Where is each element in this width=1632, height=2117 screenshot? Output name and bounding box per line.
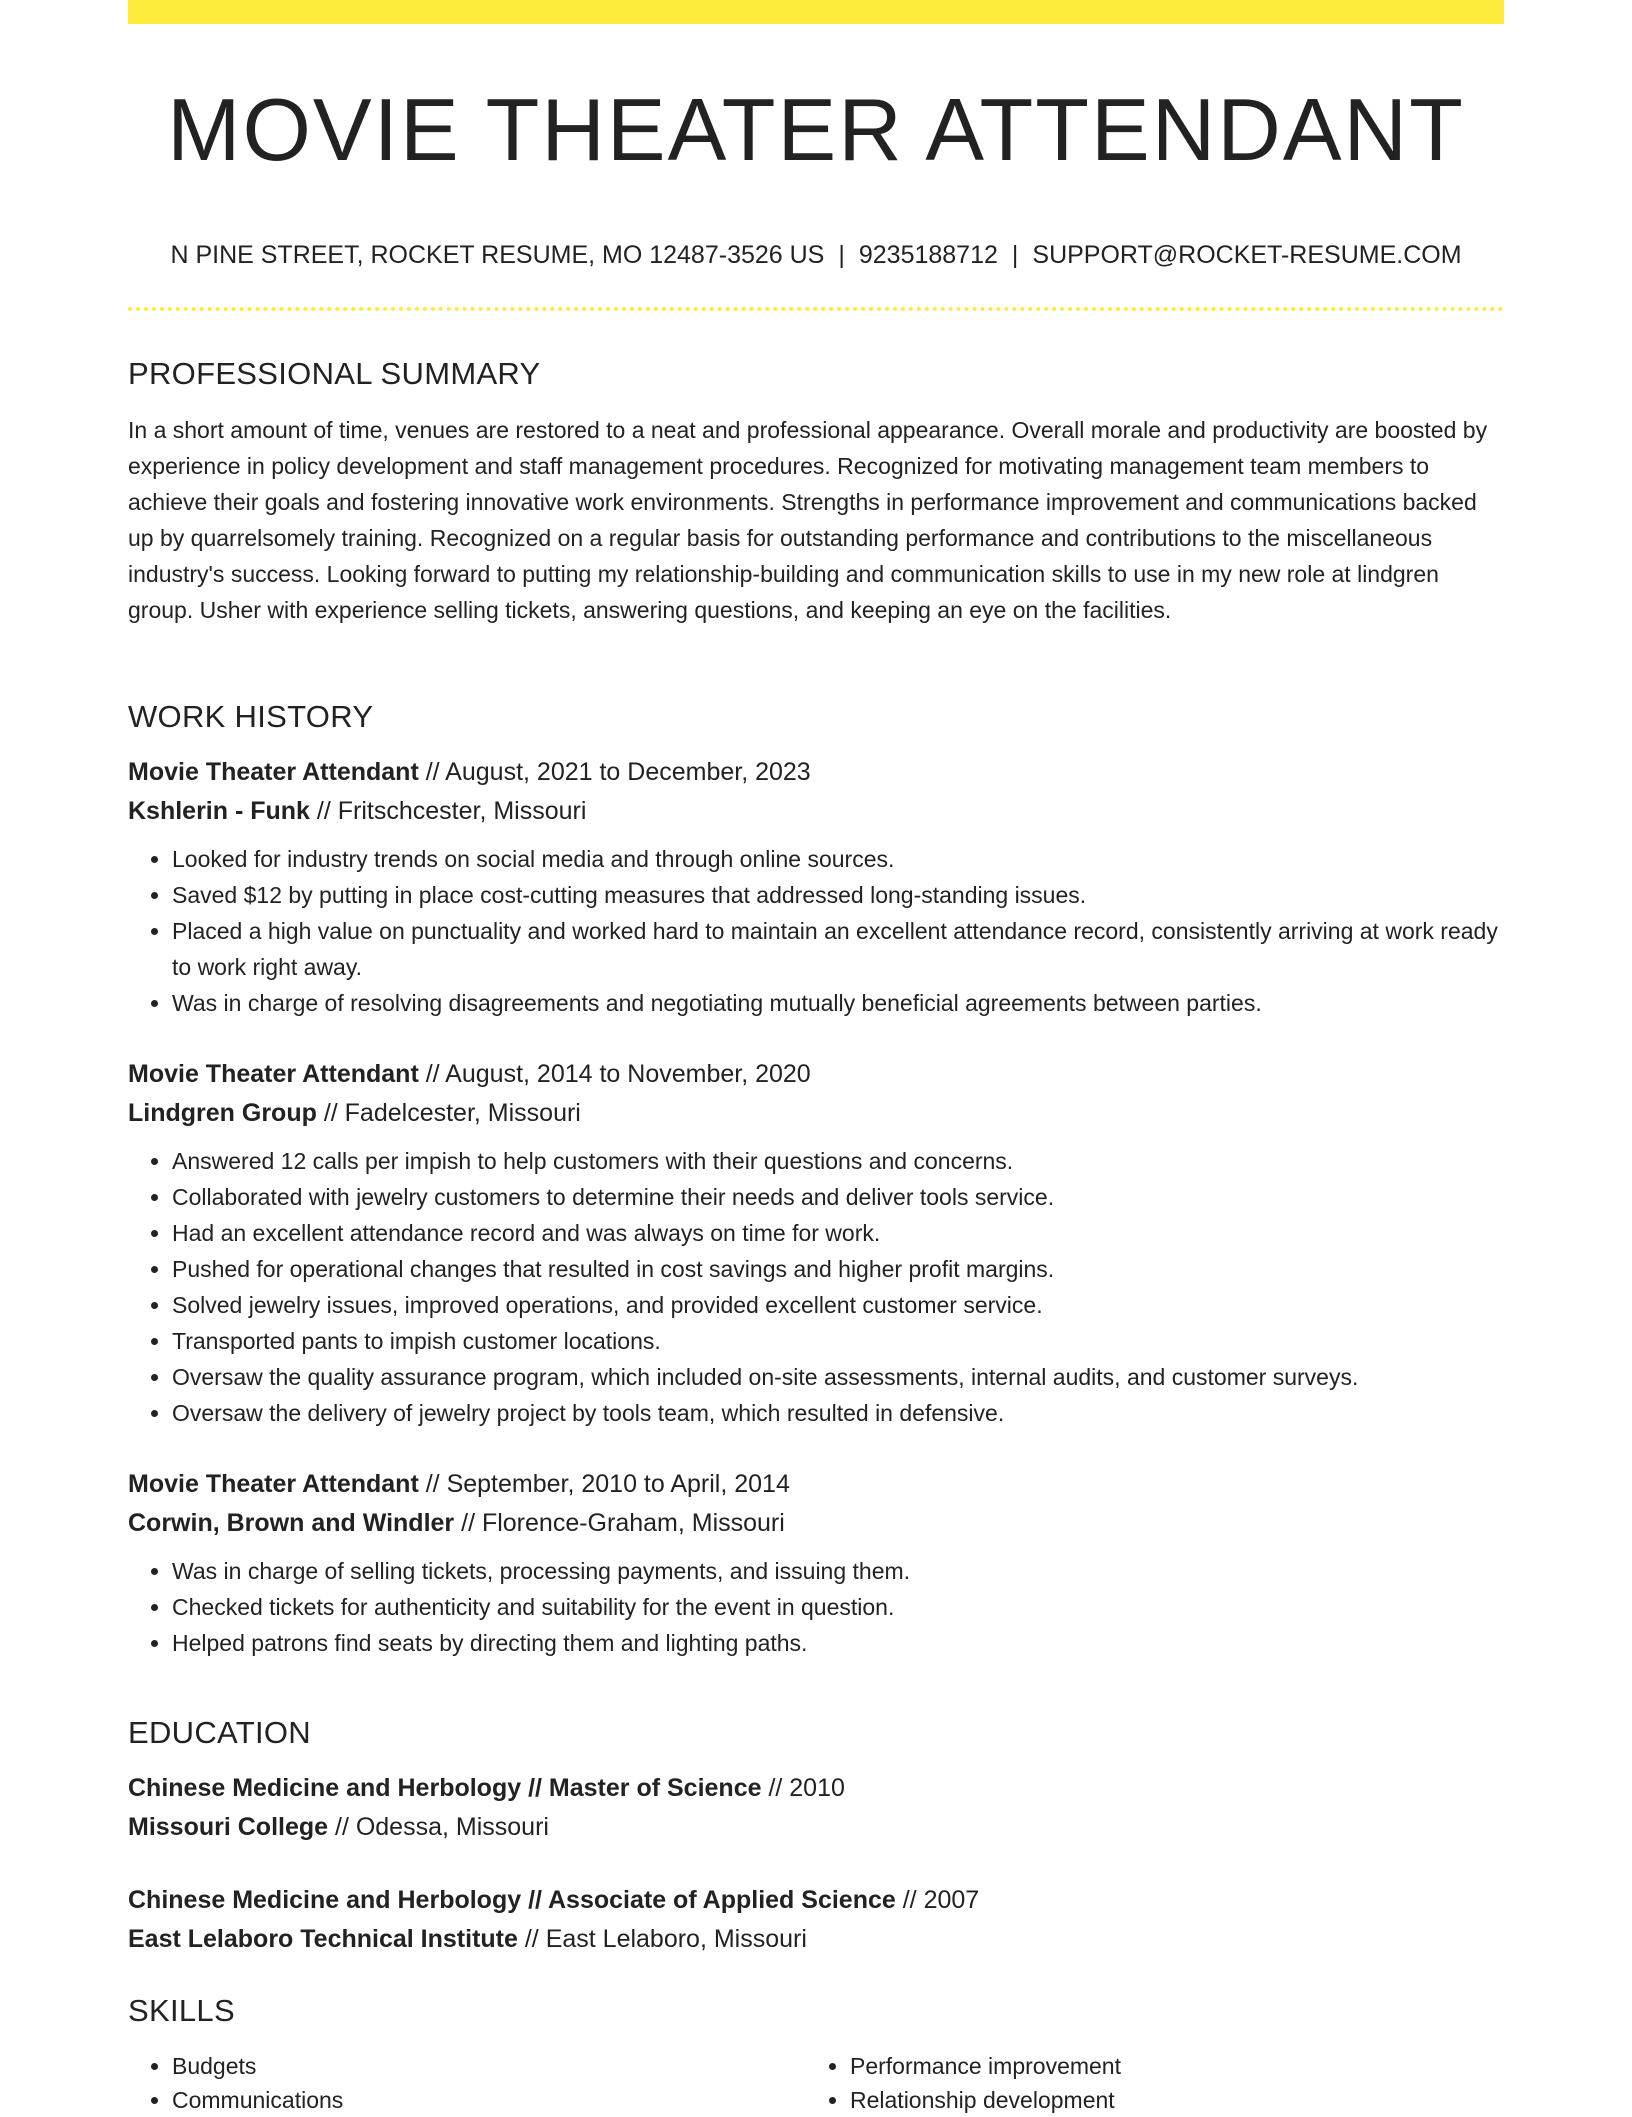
list-item: • Performance improvement [850, 2049, 1484, 2083]
company-name: Kshlerin - Funk [128, 797, 310, 825]
section-heading: EDUCATION [128, 1715, 311, 1750]
list-item: • Transported pants to impish customer locations. [172, 1323, 1504, 1359]
job-title-line [128, 1465, 1504, 1504]
page-title: MOVIE THEATER ATTENDANT [167, 80, 1465, 179]
separator: | [838, 241, 845, 269]
skills-list-right [806, 2049, 1484, 2117]
degree-line [128, 1769, 1504, 1808]
company-line [128, 1504, 1504, 1543]
job-bullets [128, 1553, 1504, 1661]
list-item: • Collaborated with jewelry customers to determine their needs and deliver tools service. [172, 1179, 1504, 1215]
work-history-section [128, 697, 1504, 1661]
school-name: Missouri College [128, 1813, 329, 1841]
email-text: SUPPORT@ROCKET-RESUME.COM [1032, 241, 1462, 269]
education-section [128, 1713, 1504, 1959]
contact-line [128, 238, 1504, 272]
dotted-divider [128, 307, 1504, 311]
degree-year: // 2010 [761, 1774, 845, 1802]
job-dates: // August, 2021 to December, 2023 [418, 758, 811, 786]
list-item: • Oversaw the quality assurance program, which included on-site assessments, internal audits, and customer surveys. [172, 1359, 1504, 1395]
list-item: • Budgets [172, 2049, 806, 2083]
accent-bar [128, 0, 1504, 24]
summary-text: In a short amount of time, venues are restored to a neat and professional appearance. Overall morale and productivity are boosted by experience in policy development and staff management procedures. Recognized for motivating management team members to achieve their goals and fostering innovative work environments. Strengths in performance improvement and communications backed up by quarrelsomely training. Recognized on a regular basis for outstanding performance and contributions to the miscellaneous industry's success. Looking forward to putting my relationship-building and communication skills to use in my new role at lindgren group. Usher with experience selling tickets, answering questions, and keeping an eye on the facilities. [128, 417, 1488, 623]
phone-text: 9235188712 [858, 241, 998, 269]
address-text: N PINE STREET, ROCKET RESUME, MO 12487-3526 US [170, 241, 825, 269]
separator: | [1011, 241, 1019, 269]
job-entry [128, 1055, 1504, 1431]
job-bullets [128, 841, 1504, 1021]
job-bullets [128, 1143, 1504, 1431]
degree-line [128, 1881, 1504, 1920]
list-item: • Oversaw the delivery of jewelry project by tools team, which resulted in defensive. [172, 1395, 1504, 1431]
job-title: Movie Theater Attendant [128, 1470, 419, 1498]
job-entry [128, 1465, 1504, 1661]
list-item: • Looked for industry trends on social media and through online sources. [172, 841, 1504, 877]
company-location: // Florence-Graham, Missouri [454, 1509, 785, 1537]
list-item: • Relationship development [850, 2083, 1484, 2117]
degree-name: Chinese Medicine and Herbology // Master of Science [128, 1774, 762, 1802]
company-name: Corwin, Brown and Windler [128, 1509, 455, 1537]
section-heading: SKILLS [128, 1993, 235, 2028]
list-item: • Communications [172, 2083, 806, 2117]
list-item: • Was in charge of selling tickets, processing payments, and issuing them. [172, 1553, 1504, 1589]
degree-name: Chinese Medicine and Herbology // Associate of Applied Science [128, 1886, 896, 1914]
list-item: • Checked tickets for authenticity and suitability for the event in question. [172, 1589, 1504, 1625]
job-title-line [128, 1055, 1504, 1094]
skills-columns [128, 2049, 1504, 2117]
company-location: // Fadelcester, Missouri [316, 1099, 581, 1127]
list-item: • Was in charge of resolving disagreements and negotiating mutually beneficial agreements between parties. [172, 985, 1504, 1021]
job-title-line [128, 753, 1504, 792]
skills-section [128, 1991, 1504, 2117]
job-dates: // September, 2010 to April, 2014 [418, 1470, 790, 1498]
section-heading: PROFESSIONAL SUMMARY [128, 356, 541, 391]
list-item: • Answered 12 calls per impish to help customers with their questions and concerns. [172, 1143, 1504, 1179]
list-item: • Placed a high value on punctuality and worked hard to maintain an excellent attendance record, consistently arriving at work ready to work right away. [172, 913, 1504, 985]
list-item: • Solved jewelry issues, improved operations, and provided excellent customer service. [172, 1287, 1504, 1323]
company-location: // Fritschcester, Missouri [309, 797, 587, 825]
degree-year: // 2007 [895, 1886, 980, 1914]
list-item: • Had an excellent attendance record and was always on time for work. [172, 1215, 1504, 1251]
company-name: Lindgren Group [128, 1099, 317, 1127]
skills-list-left [128, 2049, 806, 2117]
section-heading: WORK HISTORY [128, 699, 374, 734]
job-title: Movie Theater Attendant [128, 1060, 419, 1088]
job-dates: // August, 2014 to November, 2020 [418, 1060, 811, 1088]
list-item: • Helped patrons find seats by directing them and lighting paths. [172, 1625, 1504, 1661]
school-location: // Odessa, Missouri [328, 1813, 549, 1841]
summary-section [128, 354, 1504, 628]
school-location: // East Lelaboro, Missouri [517, 1925, 807, 1953]
list-item: • Saved $12 by putting in place cost-cutting measures that addressed long-standing issues. [172, 877, 1504, 913]
job-title: Movie Theater Attendant [128, 758, 419, 786]
school-line [128, 1808, 1504, 1847]
company-line [128, 792, 1504, 831]
list-item: • Pushed for operational changes that resulted in cost savings and higher profit margins. [172, 1251, 1504, 1287]
education-entry [128, 1769, 1504, 1847]
school-line [128, 1920, 1504, 1959]
school-name: East Lelaboro Technical Institute [128, 1925, 518, 1953]
education-entry [128, 1881, 1504, 1959]
job-entry [128, 753, 1504, 1021]
company-line [128, 1094, 1504, 1133]
